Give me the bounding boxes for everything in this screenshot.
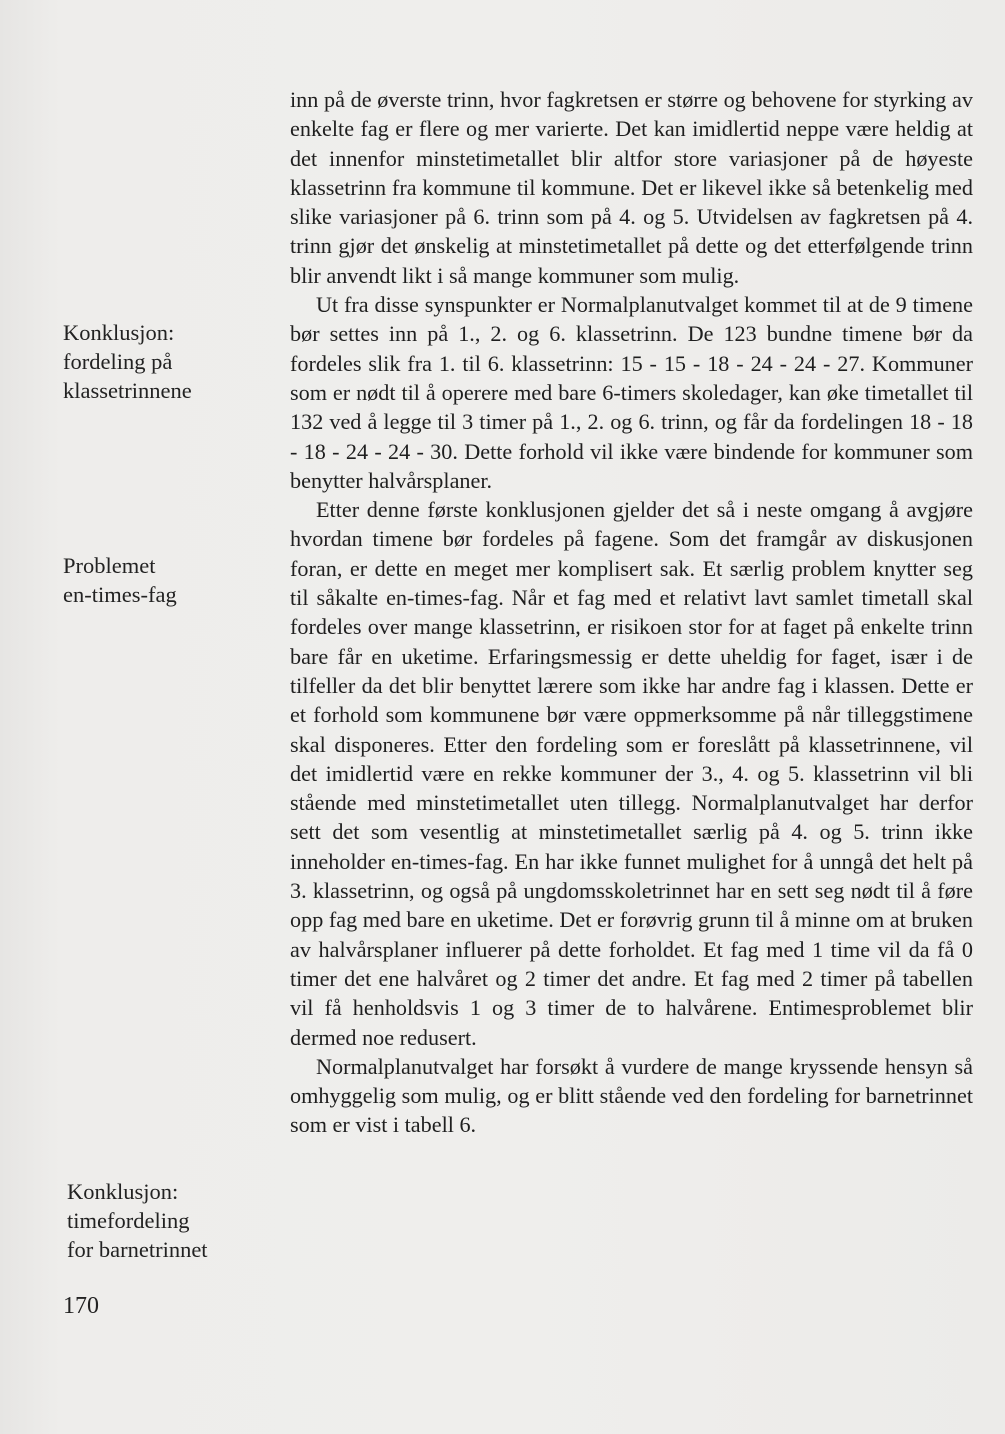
- margin-note-conclusion-timetable: [67, 1177, 267, 1264]
- margin-note-problem: [63, 551, 263, 609]
- margin-note-conclusion-distribution: [63, 318, 263, 405]
- margin-note-line: klassetrinnene: [63, 378, 192, 403]
- body-text: [290, 85, 973, 1140]
- paragraph: Etter denne første konklusjonen gjelder det så i neste omgang å avgjøre hvordan timene bør fordeles på fagene. Som det framgår av diskusjonen foran, er dette en meget mer komplisert sak. Et særlig problem knytter seg til såkalte en-times-fag. Når et fag med et relativt lavt samlet timetall skal fordeles over mange klassetrinn, er risikoen stor for at faget på enkelte trinn bare får en uketime. Erfaringsmessig er dette uheldig for faget, især i de tilfeller da det blir benyttet lærere som ikke har andre fag i klassen. Dette er et forhold som kommunene bør være oppmerksomme på når tilleggstimene skal disponeres. Etter den fordeling som er foreslått på klassetrinnene, vil det imidlertid være en rekke kommuner der 3., 4. og 5. klassetrinn vil bli stående med minstetimetallet uten tillegg. Normalplanutvalget har derfor sett det som vesentlig at minstetimetallet særlig på 4. og 5. trinn ikke inneholder en-times-fag. En har ikke funnet mulighet for å unngå det helt på 3. klassetrinn, og også på ungdomsskoletrinnet har en sett seg nødt til å føre opp fag med bare en uketime. Det er forøvrig grunn til å minne om at bruken av halvårsplaner influerer på dette forholdet. Et fag med 1 time vil da få 0 timer det ene halvåret og 2 timer det andre. Et fag med 2 timer på tabellen vil få henholdsvis 1 og 3 timer de to halvårene. Entimesproblemet blir dermed noe redusert.: [290, 497, 973, 1050]
- margin-note-line: for barnetrinnet: [67, 1237, 208, 1262]
- margin-note-line: timefordeling: [67, 1208, 190, 1233]
- paragraph: Ut fra disse synspunkter er Normalplanutvalget kommet til at de 9 timene bør settes inn på 1., 2. og 6. klassetrinn. De 123 bundne timene bør da fordeles slik fra 1. til 6. klassetrinn: 15 - 15 - 18 - 24 - 24 - 27. Kommuner som er nødt til å operere med bare 6-timers skoledager, kan øke timetallet til 132 ved å legge til 3 timer på 1., 2. og 6. trinn, og får da fordelingen 18 - 18 - 18 - 24 - 24 - 30. Dette forhold vil ikke være bindende for kommuner som benytter halvårsplaner.: [290, 292, 973, 493]
- paragraph: Normalplanutvalget har forsøkt å vurdere de mange kryssende hensyn så omhyggelig som mulig, og er blitt stående ved den fordeling for barnetrinnet som er vist i tabell 6.: [290, 1053, 973, 1138]
- margin-note-line: fordeling på: [63, 349, 173, 374]
- margin-note-line: Konklusjon:: [67, 1179, 179, 1204]
- margin-note-line: Konklusjon:: [63, 320, 175, 345]
- margin-note-line: Problemet: [63, 553, 156, 578]
- paragraph: inn på de øverste trinn, hvor fagkretsen er større og behovene for styrking av enkelte fag er flere og mer varierte. Det kan imidlertid neppe være heldig at det innenfor minstetimetallet blir altfor store variasjoner på de høyeste klassetrinn fra kommune til kommune. Det er likevel ikke så betenkelig med slike variasjoner på 6. trinn som på 4. og 5. Utvidelsen av fagkretsen på 4. trinn gjør det ønskelig at minstetimetallet på dette og det etterfølgende trinn blir anvendt likt i så mange kommuner som mulig.: [290, 87, 973, 288]
- margin-note-line: en-times-fag: [63, 582, 177, 607]
- page-number: 170: [63, 1293, 99, 1319]
